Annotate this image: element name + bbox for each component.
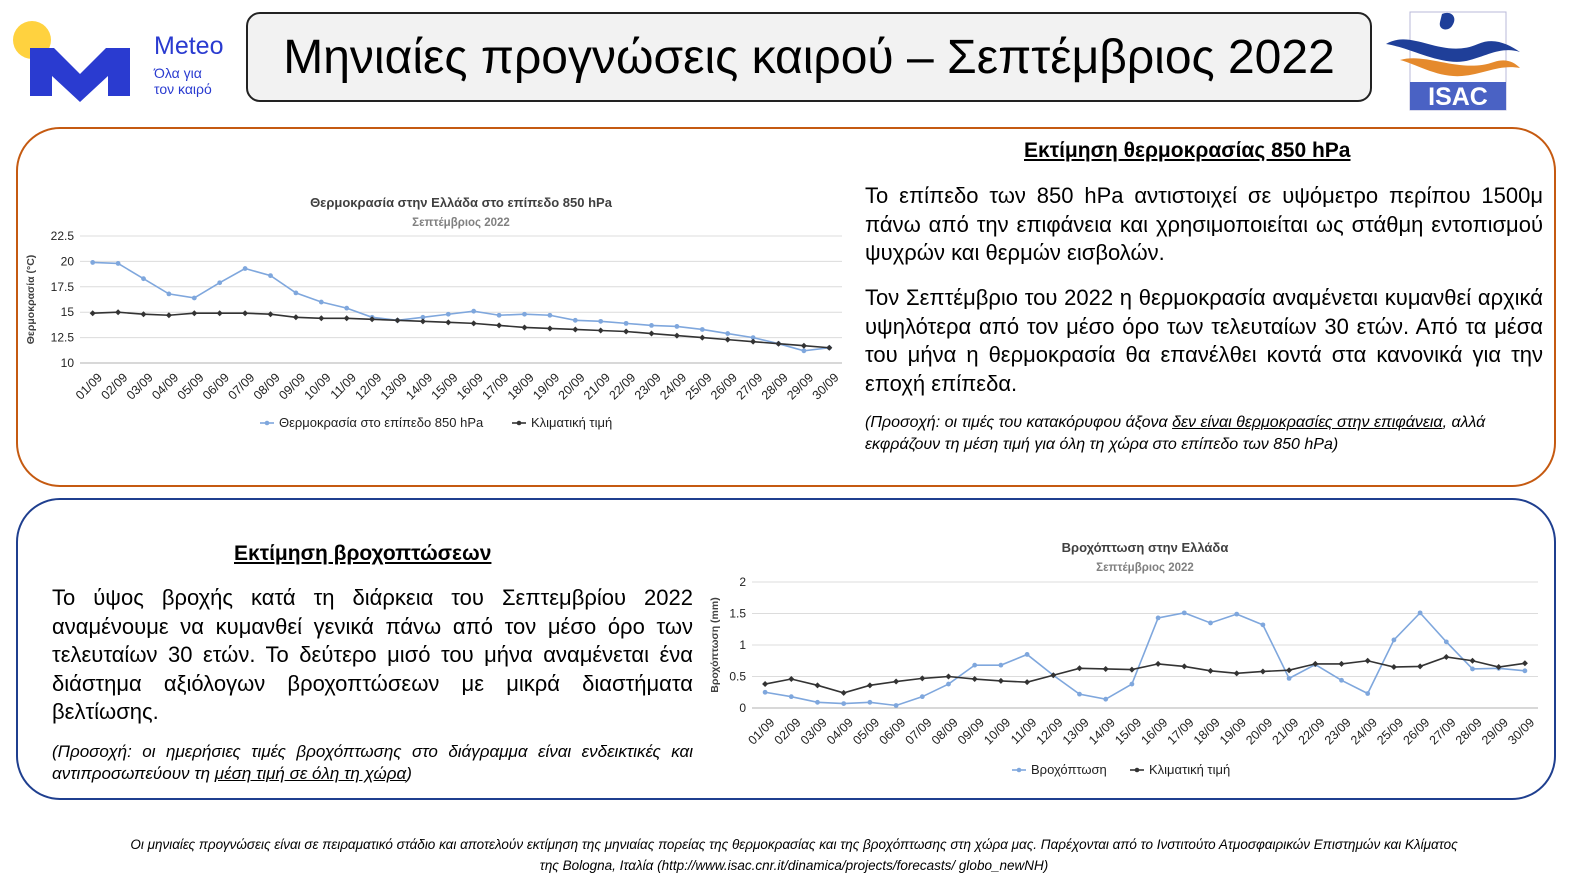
x-tick-label: 16/09 <box>1138 715 1171 748</box>
x-tick-label: 28/09 <box>758 370 791 403</box>
x-tick-label: 01/09 <box>745 715 778 748</box>
data-point-climate <box>166 312 172 318</box>
data-point <box>624 321 629 326</box>
data-point-climate <box>750 339 756 345</box>
isac-logo-text: ISAC <box>1428 83 1488 111</box>
data-point <box>815 700 820 705</box>
x-tick-label: 20/09 <box>1243 715 1276 748</box>
data-point-climate <box>598 327 604 333</box>
x-tick-label: 02/09 <box>771 715 804 748</box>
y-tick-label: 22.5 <box>50 229 74 243</box>
chart-title: Θερμοκρασία στην Ελλάδα στο επίπεδο 850 hPa <box>310 195 612 210</box>
data-point-climate <box>1129 667 1135 673</box>
data-point <box>763 690 768 695</box>
data-point-climate <box>1181 663 1187 669</box>
x-tick-label: 07/09 <box>902 715 935 748</box>
x-tick-label: 15/09 <box>428 370 461 403</box>
x-tick-label: 04/09 <box>149 370 182 403</box>
legend-label: Βροχόπτωση <box>1031 762 1107 777</box>
x-tick-label: 19/09 <box>530 370 563 403</box>
data-point <box>946 682 951 687</box>
x-tick-label: 10/09 <box>981 715 1014 748</box>
data-point-climate <box>318 315 324 321</box>
data-point-climate <box>826 345 832 351</box>
data-point <box>116 261 121 266</box>
x-tick-label: 14/09 <box>1086 715 1119 748</box>
x-tick-label: 14/09 <box>403 370 436 403</box>
y-tick-label: 0.5 <box>729 669 746 684</box>
data-point <box>1339 678 1344 683</box>
data-point-climate <box>699 335 705 341</box>
data-point <box>920 694 925 699</box>
data-point <box>1025 652 1030 657</box>
data-point <box>999 663 1004 668</box>
data-point-climate <box>1103 666 1109 672</box>
data-point <box>90 260 95 265</box>
data-point-climate <box>841 690 847 696</box>
data-point-climate <box>293 314 299 320</box>
temperature-heading: Εκτίμηση θερμοκρασίας 850 hPa <box>1024 139 1351 162</box>
temperature-paragraph-1: Το επίπεδο των 850 hPa αντιστοιχεί σε υψόμετρο περίπου 1500μ πάνω από την επιφάνεια και χρησιμοποιείται ως στάθμη εντοπισμού ψυχρών και θερμών εισβολών. <box>865 183 1543 265</box>
data-point <box>841 701 846 706</box>
x-tick-label: 28/09 <box>1452 715 1485 748</box>
x-tick-label: 02/09 <box>98 370 131 403</box>
data-point-climate <box>522 324 528 330</box>
data-point-climate <box>1260 668 1266 674</box>
x-tick-label: 24/09 <box>1348 715 1381 748</box>
x-tick-label: 21/09 <box>581 370 614 403</box>
x-tick-label: 18/09 <box>504 370 537 403</box>
data-point <box>1523 668 1528 673</box>
data-point <box>1444 639 1449 644</box>
data-point <box>217 280 222 285</box>
data-point <box>319 300 324 305</box>
data-point-climate <box>496 322 502 328</box>
y-tick-label: 0 <box>739 701 746 715</box>
data-point-climate <box>115 309 121 315</box>
y-tick-label: 15 <box>60 305 74 320</box>
temperature-paragraph-2: Τον Σεπτέμβριο του 2022 η θερμοκρασία αναμένεται κυμανθεί αρχικά υψηλότερα από τον μέσο όρο των τελευταίων 30 ετών. Από τα μέσα του μήνα η θερμοκρασία θα επανέλθει κοντά στα κανονικά για την εποχή επίπεδα. <box>865 285 1543 396</box>
x-tick-label: 12/09 <box>1033 715 1066 748</box>
data-point-climate <box>1470 658 1476 664</box>
data-point-climate <box>946 674 952 680</box>
x-tick-label: 27/09 <box>1426 715 1459 748</box>
data-point <box>700 327 705 332</box>
y-axis-label: Θερμοκρασία (°C) <box>25 254 37 345</box>
data-point-climate <box>867 682 873 688</box>
x-tick-label: 29/09 <box>784 370 817 403</box>
x-tick-label: 07/09 <box>225 370 258 403</box>
data-point <box>243 266 248 271</box>
legend-label: Κλιματική τιμή <box>531 415 613 430</box>
data-point-climate <box>649 331 655 337</box>
data-point-climate <box>1339 661 1345 667</box>
data-point <box>471 309 476 314</box>
series-line-climate <box>93 312 830 348</box>
x-tick-label: 24/09 <box>657 370 690 403</box>
data-point <box>1365 691 1370 696</box>
meteo-tagline: Όλα για <box>154 65 202 81</box>
meteo-tagline-2: τον καιρό <box>154 81 212 97</box>
x-tick-label: 18/09 <box>1190 715 1223 748</box>
data-point-climate <box>776 341 782 347</box>
x-tick-label: 10/09 <box>301 370 334 403</box>
x-tick-label: 19/09 <box>1217 715 1250 748</box>
data-point-climate <box>1443 654 1449 660</box>
legend-marker <box>517 421 522 426</box>
data-point-climate <box>1417 663 1423 669</box>
rainfall-chart <box>704 536 1544 786</box>
x-tick-label: 05/09 <box>174 370 207 403</box>
x-tick-label: 26/09 <box>708 370 741 403</box>
isac-logo <box>1382 8 1522 112</box>
data-point <box>868 700 873 705</box>
legend-marker <box>265 421 270 426</box>
x-tick-label: 05/09 <box>850 715 883 748</box>
data-point <box>1287 676 1292 681</box>
x-tick-label: 22/09 <box>1295 715 1328 748</box>
x-tick-label: 03/09 <box>797 715 830 748</box>
y-tick-label: 2 <box>739 575 746 589</box>
data-point-climate <box>762 681 768 687</box>
legend-marker <box>1135 768 1140 773</box>
x-tick-label: 06/09 <box>200 370 233 403</box>
data-point <box>649 323 654 328</box>
data-point-climate <box>1365 658 1371 664</box>
rainfall-note-emphasis: μέση τιμή σε όλη τη χώρα <box>214 764 407 783</box>
temperature-note-emphasis: δεν είναι θερμοκρασίες στην επιφάνεια <box>1172 414 1443 431</box>
data-point <box>1182 610 1187 615</box>
data-point <box>522 312 527 317</box>
x-tick-label: 30/09 <box>809 370 842 403</box>
x-tick-label: 21/09 <box>1269 715 1302 748</box>
data-point-climate <box>893 679 899 685</box>
data-point <box>548 313 553 318</box>
footer-line-1: Οι μηνιαίες προγνώσεις είναι σε πειραματικό στάδιο και αποτελούν εκτίμηση της μηνιαίας πορείας της θερμοκρασίας και της βροχόπτωσης στη χώρα μας. Παρέχονται από το Ινστιτούτο Ατμοσφαιρικών Επιστημών και Κλίματος <box>130 837 1458 852</box>
series-line-forecast <box>765 613 1525 706</box>
data-point-climate <box>998 678 1004 684</box>
x-tick-label: 17/09 <box>479 370 512 403</box>
x-tick-label: 30/09 <box>1505 715 1538 748</box>
data-point <box>1234 612 1239 617</box>
data-point <box>972 663 977 668</box>
chart-subtitle: Σεπτέμβριος 2022 <box>1096 562 1194 574</box>
x-tick-label: 25/09 <box>682 370 715 403</box>
x-tick-label: 13/09 <box>1059 715 1092 748</box>
meteo-brand: Meteo <box>154 32 224 60</box>
x-tick-label: 27/09 <box>733 370 766 403</box>
x-tick-label: 11/09 <box>1008 715 1040 747</box>
y-tick-label: 17.5 <box>50 279 74 294</box>
data-point <box>725 331 730 336</box>
temperature-note: (Προσοχή: οι τιμές του κατακόρυφου άξονα δεν είναι θερμοκρασίες στην επιφάνεια, αλλά εκφράζουν τη μέση τιμή για όλη τη χώρα στο επίπεδο των 850 hPa) <box>865 414 1486 453</box>
data-point <box>1261 622 1266 627</box>
x-tick-label: 23/09 <box>631 370 664 403</box>
x-tick-label: 26/09 <box>1400 715 1433 748</box>
data-point <box>1208 621 1213 626</box>
x-tick-label: 12/09 <box>352 370 385 403</box>
x-tick-label: 11/09 <box>327 370 360 402</box>
x-tick-label: 03/09 <box>123 370 156 403</box>
legend-label: Θερμοκρασία στο επίπεδο 850 hPa <box>279 415 484 430</box>
x-tick-label: 22/09 <box>606 370 639 403</box>
legend-marker <box>1017 768 1022 773</box>
data-point-climate <box>217 310 223 316</box>
x-tick-label: 08/09 <box>250 370 283 403</box>
data-point-climate <box>1522 660 1528 666</box>
data-point <box>789 694 794 699</box>
footer-disclaimer <box>20 834 1568 876</box>
data-point <box>167 292 172 297</box>
x-tick-label: 29/09 <box>1479 715 1512 748</box>
x-tick-label: 25/09 <box>1374 715 1407 748</box>
x-tick-label: 06/09 <box>876 715 909 748</box>
data-point-climate <box>90 310 96 316</box>
data-point-climate <box>1391 664 1397 670</box>
data-point <box>344 306 349 311</box>
data-point <box>573 318 578 323</box>
data-point-climate <box>1024 679 1030 685</box>
data-point-climate <box>191 310 197 316</box>
data-point <box>894 703 899 708</box>
series-line-climate <box>765 657 1525 693</box>
data-point <box>1103 697 1108 702</box>
title-box <box>246 12 1372 102</box>
x-tick-label: 23/09 <box>1321 715 1354 748</box>
data-point <box>497 313 502 318</box>
data-point-climate <box>471 320 477 326</box>
x-tick-label: 08/09 <box>928 715 961 748</box>
y-tick-label: 1.5 <box>729 606 746 621</box>
data-point-climate <box>572 326 578 332</box>
x-tick-label: 20/09 <box>555 370 588 403</box>
data-point-climate <box>815 682 821 688</box>
y-tick-label: 12.5 <box>50 330 74 345</box>
y-tick-label: 1 <box>739 638 746 652</box>
x-tick-label: 13/09 <box>377 370 410 403</box>
meteo-logo <box>12 18 232 102</box>
data-point <box>141 276 146 281</box>
y-tick-label: 20 <box>60 254 74 269</box>
data-point <box>1392 638 1397 643</box>
data-point-climate <box>420 318 426 324</box>
data-point <box>1130 682 1135 687</box>
y-tick-label: 10 <box>60 356 74 370</box>
x-tick-label: 09/09 <box>955 715 988 748</box>
data-point-climate <box>395 317 401 323</box>
data-point-climate <box>242 310 248 316</box>
data-point-climate <box>445 319 451 325</box>
chart-subtitle: Σεπτέμβριος 2022 <box>412 217 510 229</box>
data-point <box>1077 692 1082 697</box>
data-point-climate <box>623 329 629 335</box>
data-point <box>598 319 603 324</box>
data-point-climate <box>1208 668 1214 674</box>
meteo-m-mark <box>30 48 130 102</box>
data-point <box>192 296 197 301</box>
data-point-climate <box>344 315 350 321</box>
x-tick-label: 16/09 <box>454 370 487 403</box>
x-tick-label: 04/09 <box>824 715 857 748</box>
legend-label: Κλιματική τιμή <box>1149 762 1231 777</box>
rainfall-paragraph: Το ύψος βροχής κατά τη διάρκεια του Σεπτεμβρίου 2022 αναμένουμε να κυμανθεί γενικά πάνω από τον μέσο όρο των τελευταίων 30 ετών. Το δεύτερο μισό του μήνα αναμένεται ένα διάστημα αξιόλογων βροχοπτώσεων με μικρά διαστήματα βελτίωσης. <box>52 585 693 724</box>
data-point <box>1156 616 1161 621</box>
y-axis-label: Βροχόπτωση (mm) <box>709 597 721 693</box>
footer-line-2: της Bologna, Ιταλία (http://www.isac.cnr.it/dinamica/projects/forecasts/ globo_newNH) <box>539 858 1049 873</box>
x-tick-label: 01/09 <box>73 370 106 403</box>
data-point-climate <box>801 343 807 349</box>
data-point <box>446 312 451 317</box>
data-point <box>675 324 680 329</box>
data-point <box>1418 610 1423 615</box>
data-point-climate <box>1234 670 1240 676</box>
x-tick-label: 15/09 <box>1112 715 1145 748</box>
x-tick-label: 09/09 <box>276 370 309 403</box>
data-point <box>1470 667 1475 672</box>
chart-title: Βροχόπτωση στην Ελλάδα <box>1061 540 1229 555</box>
data-point <box>268 273 273 278</box>
data-point-climate <box>1155 661 1161 667</box>
rainfall-note: (Προσοχή: οι ημερήσιες τιμές βροχόπτωσης στο διάγραμμα είναι ενδεικτικές και αντιπροσωπεύουν τη μέση τιμή σε όλη τη χώρα) <box>52 742 693 783</box>
data-point <box>802 348 807 353</box>
rainfall-heading: Εκτίμηση βροχοπτώσεων <box>234 542 492 565</box>
data-point-climate <box>1077 665 1083 671</box>
temperature-chart <box>20 186 860 436</box>
page-title: Μηνιαίες προγνώσεις καιρού – Σεπτέμβριος 2022 <box>283 30 1335 84</box>
x-tick-label: 17/09 <box>1164 715 1197 748</box>
data-point <box>294 290 299 295</box>
data-point-climate <box>547 325 553 331</box>
